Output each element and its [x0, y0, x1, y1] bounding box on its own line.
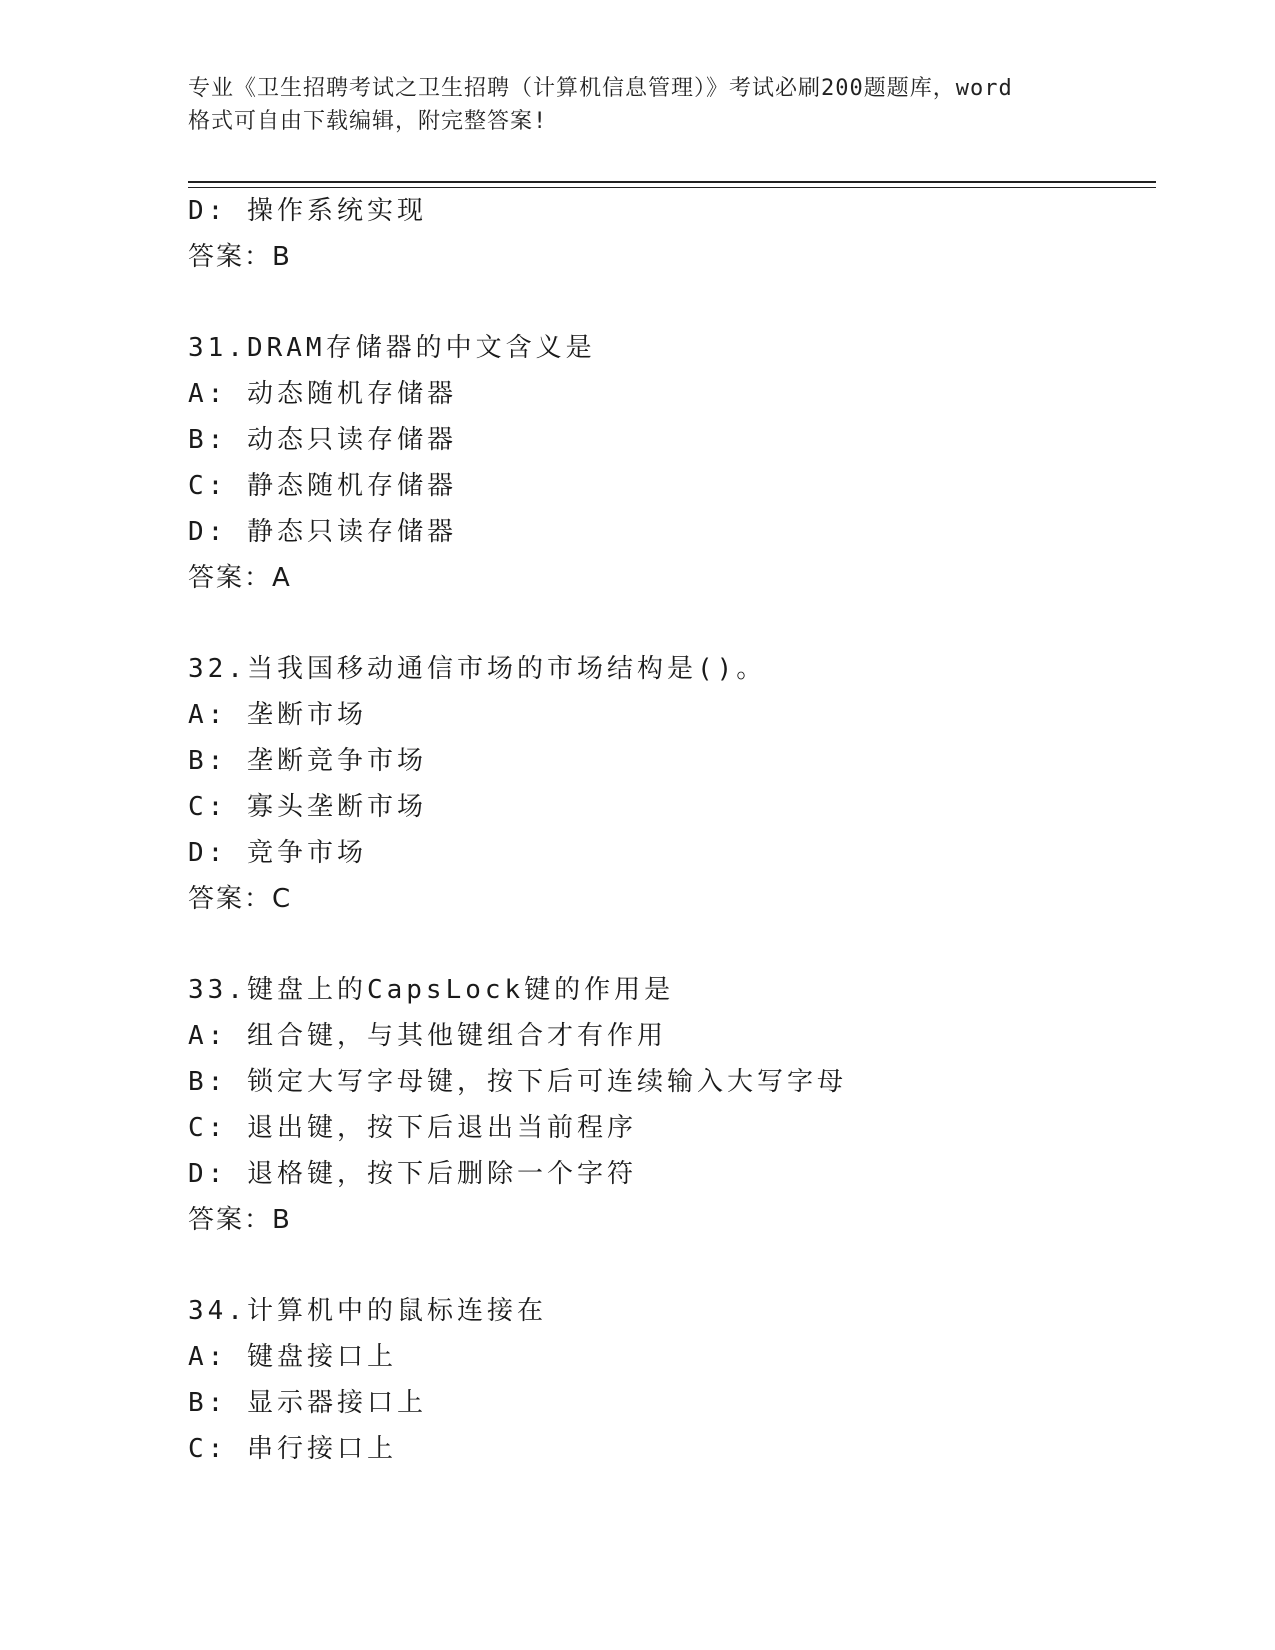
option-d: D: 竞争市场	[188, 838, 367, 868]
option-c: C: 寡头垄断市场	[188, 792, 427, 822]
question-title: 31.DRAM存储器的中文含义是	[188, 333, 596, 363]
question-title: 34.计算机中的鼠标连接在	[188, 1296, 547, 1326]
spacer	[188, 280, 1156, 325]
option-b: B: 垄断竞争市场	[188, 746, 427, 776]
document-header	[188, 72, 1108, 138]
question-title: 32.当我国移动通信市场的市场结构是()。	[188, 654, 767, 684]
option-a: A: 键盘接口上	[188, 1342, 397, 1372]
option-c: C: 串行接口上	[188, 1434, 397, 1464]
question-33	[188, 967, 1156, 1243]
option-a: A: 垄断市场	[188, 700, 367, 730]
answer-line: 答案：B	[188, 1205, 292, 1235]
spacer	[188, 922, 1156, 967]
header-line-2: 格式可自由下载编辑，附完整答案!	[188, 109, 548, 134]
question-title: 33.键盘上的CapsLock键的作用是	[188, 975, 675, 1005]
option-b: B: 锁定大写字母键，按下后可连续输入大写字母	[188, 1067, 847, 1097]
question-34	[188, 1288, 1156, 1472]
question-31	[188, 325, 1156, 601]
option-c: C: 退出键，按下后退出当前程序	[188, 1113, 637, 1143]
option-d: D: 静态只读存储器	[188, 517, 457, 547]
question-list	[188, 188, 1156, 1472]
option-b: B: 显示器接口上	[188, 1388, 427, 1418]
option-b: B: 动态只读存储器	[188, 425, 457, 455]
option-a: A: 动态随机存储器	[188, 379, 457, 409]
spacer	[188, 1243, 1156, 1288]
option-c: C: 静态随机存储器	[188, 471, 457, 501]
answer-line: 答案：A	[188, 563, 292, 593]
answer-line: 答案：B	[188, 242, 292, 272]
header-line-1: 专业《卫生招聘考试之卫生招聘（计算机信息管理）》考试必刷200题题库，word	[188, 76, 1013, 101]
header-divider-thick	[188, 181, 1156, 183]
question-32	[188, 646, 1156, 922]
option-a: A: 组合键，与其他键组合才有作用	[188, 1021, 667, 1051]
answer-line: 答案：C	[188, 884, 293, 914]
option-d: D: 操作系统实现	[188, 196, 427, 226]
spacer	[188, 601, 1156, 646]
option-d: D: 退格键，按下后删除一个字符	[188, 1159, 637, 1189]
